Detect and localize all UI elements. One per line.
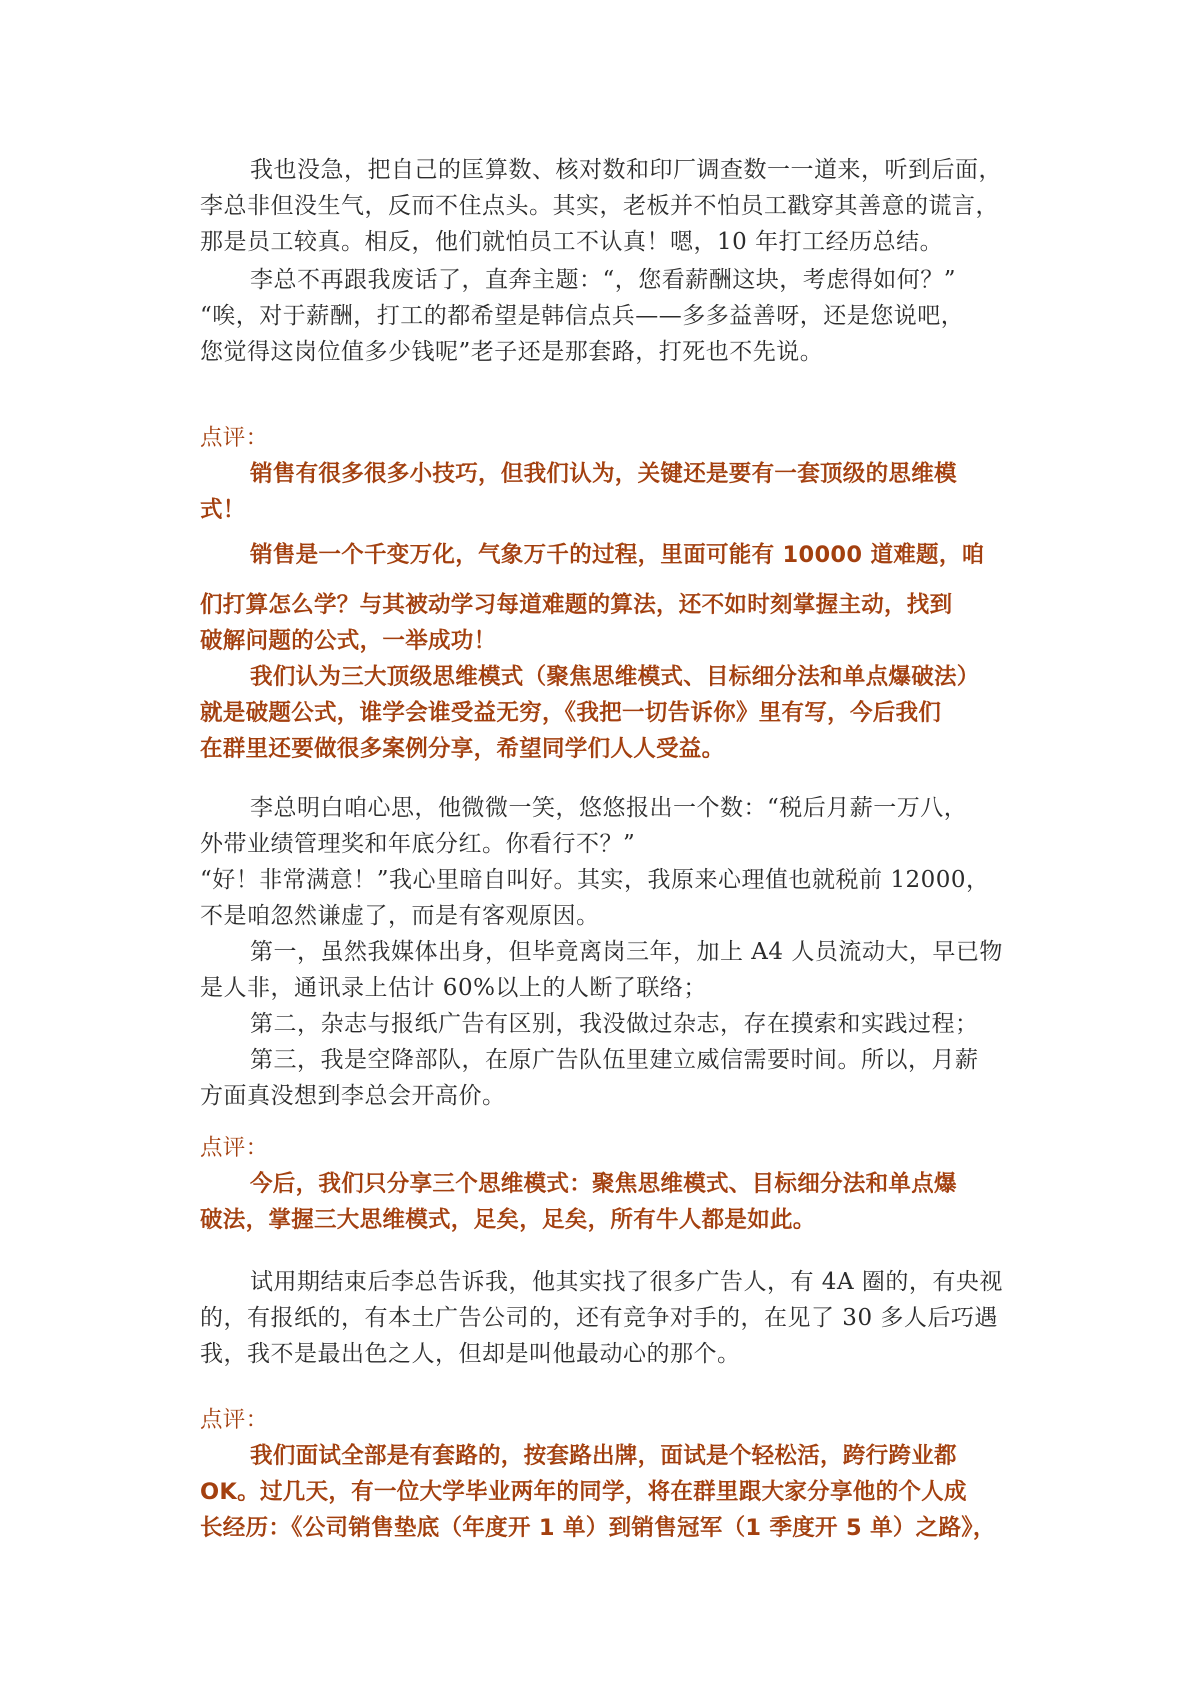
comment-line: 销售是一个千变万化，气象万千的过程，里面可能有 10000 道难题，咱 <box>250 542 985 568</box>
paragraph-1 <box>200 152 1008 260</box>
paragraph-1-line: 那是员工较真。相反，他们就怕员工不认真！嗯，10 年打工经历总结。 <box>200 229 944 255</box>
comment-label: 点评： <box>200 425 269 451</box>
paragraph-3-line: 不是咱忽然谦虚了，而是有客观原因。 <box>200 903 600 929</box>
comment-label: 点评： <box>200 1135 269 1161</box>
paragraph-3-line: “好！非常满意！”我心里暗自叫好。其实，我原来心理值也就税前 12000， <box>200 867 990 893</box>
comment-1 <box>200 420 1008 528</box>
paragraph-3-line: 第一，虽然我媒体出身，但毕竟离岗三年，加上 A4 人员流动大，早已物 <box>250 939 1003 965</box>
paragraph-2 <box>200 262 1008 370</box>
comment-line: 在群里还要做很多案例分享，希望同学们人人受益。 <box>200 736 725 762</box>
paragraph-1-line: 李总非但没生气，反而不住点头。其实，老板并不怕员工戳穿其善意的谎言， <box>200 193 999 219</box>
paragraph-3-line: 是人非，通讯录上估计 60%以上的人断了联络； <box>200 975 707 1001</box>
paragraph-2-line: 您觉得这岗位值多少钱呢”老子还是那套路，打死也不先说。 <box>200 339 824 365</box>
comment-1-continued <box>200 537 1008 573</box>
paragraph-3 <box>200 790 1008 1114</box>
comment-line: 式！ <box>200 497 246 523</box>
paragraph-3-line: 第二，杂志与报纸广告有区别，我没做过杂志，存在摸索和实践过程； <box>250 1011 979 1037</box>
comment-1-continued-2 <box>200 587 1008 767</box>
paragraph-3-line: 李总明白咱心思，他微微一笑，悠悠报出一个数：“税后月薪一万八， <box>250 795 968 821</box>
comment-label: 点评： <box>200 1407 269 1433</box>
paragraph-4-line: 的，有报纸的，有本土广告公司的，还有竞争对手的，在见了 30 多人后巧遇 <box>200 1305 998 1331</box>
comment-line: 今后，我们只分享三个思维模式：聚焦思维模式、目标细分法和单点爆 <box>250 1171 957 1197</box>
comment-line: 破解问题的公式，一举成功！ <box>200 628 497 654</box>
paragraph-2-line: 李总不再跟我废话了，直奔主题：“，您看薪酬这块，考虑得如何？” <box>250 267 957 293</box>
paragraph-3-line: 第三，我是空降部队，在原广告队伍里建立威信需要时间。所以，月薪 <box>250 1047 979 1073</box>
paragraph-3-line: 方面真没想到李总会开高价。 <box>200 1083 506 1109</box>
comment-line: 就是破题公式，谁学会谁受益无穷，《我把一切告诉你》里有写，今后我们 <box>200 700 942 726</box>
comment-line: 我们认为三大顶级思维模式（聚焦思维模式、目标细分法和单点爆破法） <box>250 664 980 690</box>
comment-line: 们打算怎么学？与其被动学习每道难题的算法，还不如时刻掌握主动，找到 <box>200 592 953 618</box>
comment-line: 破法，掌握三大思维模式，足矣，足矣，所有牛人都是如此。 <box>200 1207 816 1233</box>
comment-line: OK。过几天，有一位大学毕业两年的同学，将在群里跟大家分享他的个人成 <box>200 1479 967 1505</box>
comment-3 <box>200 1402 1008 1546</box>
comment-line: 销售有很多很多小技巧，但我们认为，关键还是要有一套顶级的思维模 <box>250 461 957 487</box>
paragraph-4-line: 我，我不是最出色之人，但却是叫他最动心的那个。 <box>200 1341 741 1367</box>
comment-2 <box>200 1130 1008 1238</box>
comment-line: 长经历：《公司销售垫底（年度开 1 单）到销售冠军（1 季度开 5 单）之路》， <box>200 1515 996 1541</box>
comment-line: 我们面试全部是有套路的，按套路出牌，面试是个轻松活，跨行跨业都 <box>250 1443 957 1469</box>
paragraph-4-line: 试用期结束后李总告诉我，他其实找了很多广告人，有 4A 圈的，有央视 <box>250 1269 1003 1295</box>
paragraph-2-line: “唉，对于薪酬，打工的都希望是韩信点兵——多多益善呀，还是您说吧， <box>200 303 965 329</box>
paragraph-4 <box>200 1264 1008 1372</box>
paragraph-1-line: 我也没急，把自己的匡算数、核对数和印厂调查数一一道来，听到后面， <box>250 157 1002 183</box>
paragraph-3-line: 外带业绩管理奖和年底分红。你看行不？” <box>200 831 636 857</box>
